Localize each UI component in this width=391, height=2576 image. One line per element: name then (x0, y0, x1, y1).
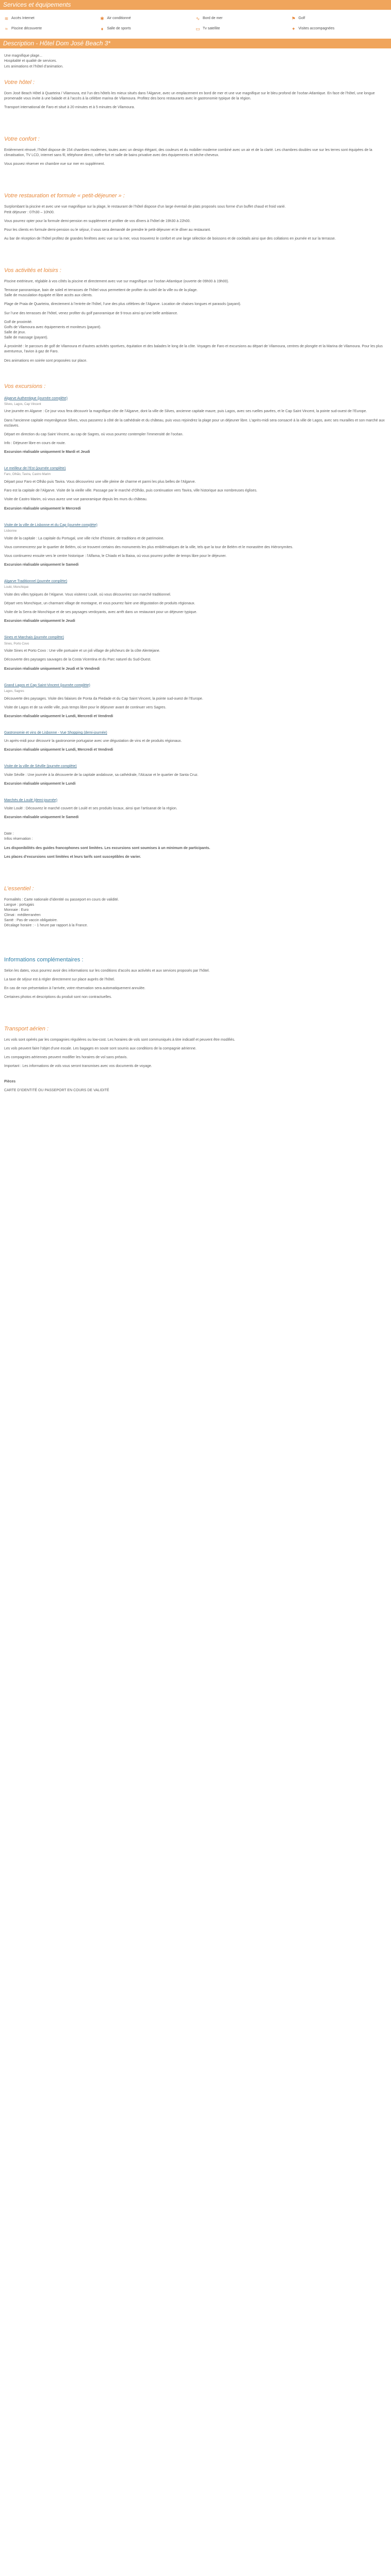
footer-value: CARTE D’IDENTITÉ OU PASSEPORT EN COURS DE VALIDITÉ (4, 1088, 109, 1092)
excursion-item (4, 523, 387, 568)
excursion-paragraph: Visite Séville : Une journée à la découverte de la capitale andalouse, sa cathédrale, l’Alcazar et le quartier de Santa Cruz. (4, 773, 199, 777)
excursion-title[interactable]: Visite de la ville de Lisbonne et du Cap (journée complète) (4, 523, 97, 527)
excursion-title[interactable]: Sines et Marchais (journée complète) (4, 636, 64, 640)
excursion-meta: Loulé, Monchique (4, 586, 29, 589)
walk-icon: ✦ (291, 26, 296, 31)
excursion-paragraph: Faro est la capitale de l’Algarve. Visite de la vieille ville. Passage par le marché d’Olhão, puis continuation vers Tavira, ville historique aux nombreuses églises. (4, 489, 257, 493)
hotel-paragraph-2: Transport international de Faro et situé à 20 minutes et à 5 minutes de Vilamoura. (4, 105, 135, 109)
excursion-title[interactable]: Visite de la ville de Séville (journée complète) (4, 765, 77, 769)
infos-title: Informations complémentaires : (4, 956, 84, 963)
food-paragraph-3: Pour les clients en formule demi-pension ou le séjour, il vous sera demandé de prendre le petit-déjeuner et le dîner au restaurant. (4, 228, 211, 232)
amenity-item (4, 16, 100, 21)
amenity-item (100, 16, 196, 21)
snowflake-icon: ✱ (100, 15, 104, 21)
excursions-footer-3: Les places d’excursions sont limitées et leurs tarifs sont susceptibles de varier. (4, 855, 141, 859)
amenity-item (100, 26, 196, 31)
food-paragraph-4: Au bar de réception de l’hôtel profitez de grandes fenêtres avec vue sur la mer, vous trouverez le confort et une large sélection de boissons et de cocktails ainsi que des collations en journée et sur la terrasse. (4, 236, 336, 241)
amenity-item (291, 16, 387, 21)
excursion-booking: Excursion réalisable uniquement le Samedi (4, 816, 79, 820)
transport-title: Transport aérien : (4, 1026, 49, 1032)
excursion-paragraph: Visite de Lagos et de sa vieille ville, puis temps libre pour le déjeuner avant de continuer vers Sagres. (4, 705, 167, 709)
excursion-booking: Excursion réalisable uniquement le Lundi, Mercredi et Vendredi (4, 714, 113, 718)
wifi-icon: ≋ (4, 15, 9, 21)
description-banner: Description - Hôtel Dom José Beach 3* (0, 39, 391, 48)
food-paragraph-2: Vous pourrez opter pour la formule demi-pension en supplément et profiter de vos dîners à l’hôtel de 19h30 à 22h00. (4, 219, 191, 223)
excursion-title[interactable]: Grand Lagos et Cap Saint-Vincent (journée complète) (4, 683, 90, 687)
excursion-paragraph: Visite de la capitale : La capitale du Portugal, une ville riche d’histoire, de traditions et de patrimoine. (4, 536, 165, 540)
services-banner: Services et équipements (0, 0, 391, 10)
excursion-paragraph: Visite Sines et Porto Covo : Une ville portuaire et un joli village de pêcheurs de la côte Alentejane. (4, 649, 160, 653)
dumbbell-icon: ♦ (101, 26, 104, 31)
excursion-booking: Excursion réalisable uniquement le Jeudi (4, 619, 75, 623)
excursion-paragraph: Vous continuerez ensuite vers le centre historique : l’Alfama, le Chiado et la Baixa, où vous pourrez profiter de temps libre pour le déjeuner. (4, 554, 227, 558)
hotel-title: Votre hôtel : (4, 79, 35, 86)
excursion-meta: Faro, Olhão, Tavira, Castro Marim (4, 473, 51, 477)
tv-icon: ▭ (196, 26, 200, 31)
pool-icon: ≈ (5, 26, 8, 31)
wave-icon: ∿ (196, 15, 200, 21)
excursion-booking: Excursion réalisable uniquement le Samedi (4, 563, 79, 567)
comfort-title: Votre confort : (4, 136, 40, 143)
excursions-list (4, 396, 387, 821)
amenities-grid (0, 10, 391, 39)
leisure-paragraph-1: Piscine extérieure, réglable à vos côtés la piscine et directement avec vue sur magnifique sur l’océan Atlantique (ouverte de 09h00 à 19h00). (4, 280, 229, 283)
excursion-paragraph: Visite Loulé : Découvrez le marché couvert de Loulé et ses produits locaux, ainsi que l’artisanat de la région. (4, 806, 177, 810)
amenity-label: Tv satellite (203, 27, 220, 31)
excursion-paragraph: Départ en direction du cap Saint Vincent, au cap de Sagres, où vous pourrez contempler l’immensité de l’océan. (4, 432, 184, 436)
essentiel-body: Formalités : Carte nationale d’identité ou passeport en cours de validité. Langue : portugais Monnaie : Euro Climat : méditerranéen Santé : Pas de vaccin obligatoire. Décalage horaire : - 1 heure par rapport à la France. (4, 897, 119, 928)
excursion-booking: Excursion réalisable uniquement le Mardi et Jeudi (4, 450, 90, 454)
excursion-item (4, 731, 387, 753)
excursion-item (4, 635, 387, 671)
golf-icon: ⚑ (291, 15, 296, 21)
amenity-item (196, 16, 291, 21)
transport-paragraph-3: Les compagnies aériennes peuvent modifier les horaires de vol sans préavis. (4, 1056, 128, 1060)
excursion-item (4, 396, 387, 455)
excursion-title[interactable]: Gastronomie et vins de Lisbonne - Vue Shopping (demi-journée) (4, 731, 107, 735)
excursion-booking: Excursion réalisable uniquement le Lundi (4, 782, 76, 786)
excursions-title: Vos excursions : (4, 383, 46, 389)
leisure-paragraph-3: Plage de Praia de Quarteira, directement à l’entrée de l’hôtel, l’une des plus célèbres de l’Algarve. Location de chaises longues et parasols (payant). (4, 302, 241, 307)
comfort-paragraph-2: Vous pouvez réserver en chambre vue sur mer en supplément. (4, 162, 105, 166)
excursion-paragraph: Découverte des paysages sauvages de la Costa Vicentina et du Parc naturel du Sud-Ouest. (4, 658, 152, 662)
excursion-title[interactable]: Algarve Authentique (journée complète) (4, 396, 68, 400)
leisure-paragraph-2: Terrasse panoramique, bain de soleil et terrasses de l’hôtel vous permettent de profiter du soleil de la ville ou de la plage. Salle de musculation équipée et libre accès aux clients. (4, 289, 198, 298)
excursion-paragraph: Vous commencerez par le quartier de Belém, où se trouvent certains des monuments les plus emblématiques de la ville, tels que la tour de Belém et le monastère des Hiéronymites. (4, 545, 294, 549)
excursion-item (4, 798, 387, 820)
excursion-title[interactable]: Marchés de Loulé (demi-journée) (4, 798, 58, 802)
excursion-paragraph: Découverte des paysages. Visite des falaises de Ponta da Piedade et du Cap Saint Vincent, la pointe sud-ouest de l’Europe. (4, 697, 203, 701)
amenity-label: Golf (298, 16, 305, 20)
excursion-meta: Lagos, Sagres (4, 689, 24, 693)
infos-paragraph-2: La taxe de séjour est à régler directement sur place auprès de l’hôtel. (4, 977, 115, 981)
excursion-title[interactable]: Le meilleur de l’Est (journée complète) (4, 467, 66, 471)
excursion-title[interactable]: Algarve Traditionnel (journée complète) (4, 580, 68, 584)
excursion-booking: Excursion réalisable uniquement le Jeudi et le Vendredi (4, 667, 100, 671)
excursion-paragraph: Départ pour Faro et Olhão puis Tavira. Vous découvrirez une ville pleine de charme et parmi les plus belles de l’Algarve. (4, 480, 196, 484)
amenity-item (196, 26, 291, 31)
excursion-item (4, 764, 387, 786)
excursion-meta: Sines, Porto Covo (4, 642, 29, 646)
food-title: Votre restauration et formule « petit-déjeuner » : (4, 193, 125, 199)
footer-label: Pièces (4, 1079, 16, 1083)
amenity-label: Bord de mer (203, 16, 223, 20)
excursion-meta: Silves, Lagos, Cap Vincent (4, 402, 41, 406)
hotel-paragraph-1: Dom José Beach Hôtel à Quarteira / Vilamoura, est l’un des hôtels les mieux situés dans l’Algarve, avec un emplacement en bord de mer et une vue magnifique sur le bleu profond de l’océan Atlantique. En face de l’hôtel, une longue promenade vous invite à une balade et à l’accès à la célèbre marina de Vilamoura. Profitez des bons restaurants avec le gastronomie typique de la région. (4, 91, 375, 100)
leisure-paragraph-4: Sur l’une des terrasses de l’hôtel, venez profiter du golf panoramique de 9 trous ainsi qu’une belle ambiance. (4, 311, 178, 315)
comfort-paragraph-1: Entièrement rénové, l’hôtel dispose de 154 chambres modernes, toutes avec un design élégant, des couleurs et du mobilier moderne combiné avec un air et de la clarté. Les chambres doubles vue sur les terres sont équipées de la climatisation, TV LCD, internet sans fil, téléphone direct, coffre-fort et salle de bains privative avec des équipements et sèche-cheveux. (4, 148, 372, 158)
infos-paragraph-1: Selon les dates, vous pourrez avoir des informations sur les conditions d’accès aux activités et aux services proposés par l’hôtel. (4, 969, 210, 973)
amenity-item (291, 26, 387, 31)
amenity-label: Piscine découverte (11, 27, 42, 31)
leisure-paragraph-6: Des animations en soirée sont proposées sur place. (4, 359, 88, 363)
amenity-label: Accès Internet (11, 16, 35, 20)
excursion-item (4, 579, 387, 624)
intro-text: Une magnifique plage... Hospitalité et qualité de services. Les animations et l’hôtel d’animation. (4, 54, 63, 69)
excursion-paragraph: Visite des villes typiques de l’Algarve. Vous visiterez Loulé, où vous découvrirez son marché traditionnel. (4, 592, 171, 597)
excursion-paragraph: Dans l’ancienne capitale moyenâgeuse Silves, vous passerez à côté de la cathédrale et du château, puis vous rejoindrez la plage pour un déjeuner libre. L’après-midi sera consacré à la ville de Lagos, avec ses murailles et son marché aux esclaves. (4, 418, 385, 428)
leisure-paragraph-5: À proximité : le parcours de golf de Vilamoura et d’autres activités sportives, équitation et des balades le long de la côte. Voyages de Faro et excursions au départ de Vilamoura, centres de plongée et la Marina de Vilamoura. Pour les plus aventureux, l’avion à gaz de Faro. (4, 345, 383, 354)
excursion-paragraph: Visite de la Serra de Monchique et de ses paysages verdoyants, avec arrêt dans un restaurant pour un déjeuner typique. (4, 611, 198, 615)
amenity-label: Visites accompagnées (298, 27, 335, 31)
excursion-note: Info : Déjeuner libre en cours de route. (4, 442, 66, 446)
excursion-paragraph: Un après-midi pour découvrir la gastronomie portugaise avec une dégustation de vins et de produits régionaux. (4, 739, 182, 743)
excursions-footer-1: Date : Infos réservation : (4, 832, 33, 841)
excursion-paragraph: Une journée en Algarve : Ce jour vous fera découvrir la magnifique côte de l’Algarve, dont la ville de Silves, ancienne capitale maure, puis Lagos, avec ses ruelles pavées, et le Cap Saint Vincent, la pointe sud-ouest de l’Europe. (4, 410, 367, 414)
leisure-title: Vos activités et loisirs : (4, 267, 61, 274)
excursion-meta: Lisbonne (4, 529, 17, 533)
infos-paragraph-3: En cas de non présentation à l’arrivée, votre réservation sera automatiquement annulée. (4, 986, 145, 990)
excursions-footer-2: Les disponibilités des guides francophones sont limitées. Les excursions sont soumises à un minimum de participants. (4, 846, 210, 850)
infos-paragraph-4: Certaines photos et descriptions du produit sont non contractuelles. (4, 995, 112, 999)
transport-paragraph-2: Les vols peuvent faire l’objet d’une escale. Les bagages en soute sont soumis aux conditions de la compagnie aérienne. (4, 1047, 197, 1051)
amenity-label: Salle de sports (107, 27, 131, 31)
excursion-paragraph: Visite de Castro Marim, où vous aurez une vue panoramique depuis les murs du château. (4, 498, 148, 502)
amenity-label: Air conditionné (107, 16, 131, 20)
food-paragraph-1: Surplombant la piscine et avec une vue magnifique sur la plage, le restaurant de l’hôtel dispose d’un large éventail de plats proposés sous forme d’un buffet chaud et froid varié. Petit déjeuner : 07h30 – 10h00. (4, 205, 286, 214)
leisure-list: Golf de proximité. Golfs de Vilamoura avec équipements et moniteurs (payant). Salle de jeux. Salle de massage (payant). (4, 320, 102, 340)
transport-paragraph-4: Important : Les informations de vols vous seront transmises avec vos documents de voyage. (4, 1064, 152, 1069)
description-section (0, 54, 391, 1093)
transport-paragraph-1: Les vols sont opérés par les compagnies régulières ou low-cost. Les horaires de vols sont communiqués à titre indicatif et peuvent être modifiés. (4, 1038, 235, 1042)
excursion-paragraph: Départ vers Monchique, un charmant village de montagne, et vous pourrez faire une dégustation de produits régionaux. (4, 602, 196, 606)
excursion-item (4, 683, 387, 719)
amenity-item (4, 26, 100, 31)
excursion-booking: Excursion réalisable uniquement le Lundi, Mercredi et Vendredi (4, 748, 113, 752)
excursion-item (4, 466, 387, 511)
essentiel-title: L’essentiel : (4, 885, 34, 892)
excursion-booking: Excursion réalisable uniquement le Mercredi (4, 506, 81, 511)
